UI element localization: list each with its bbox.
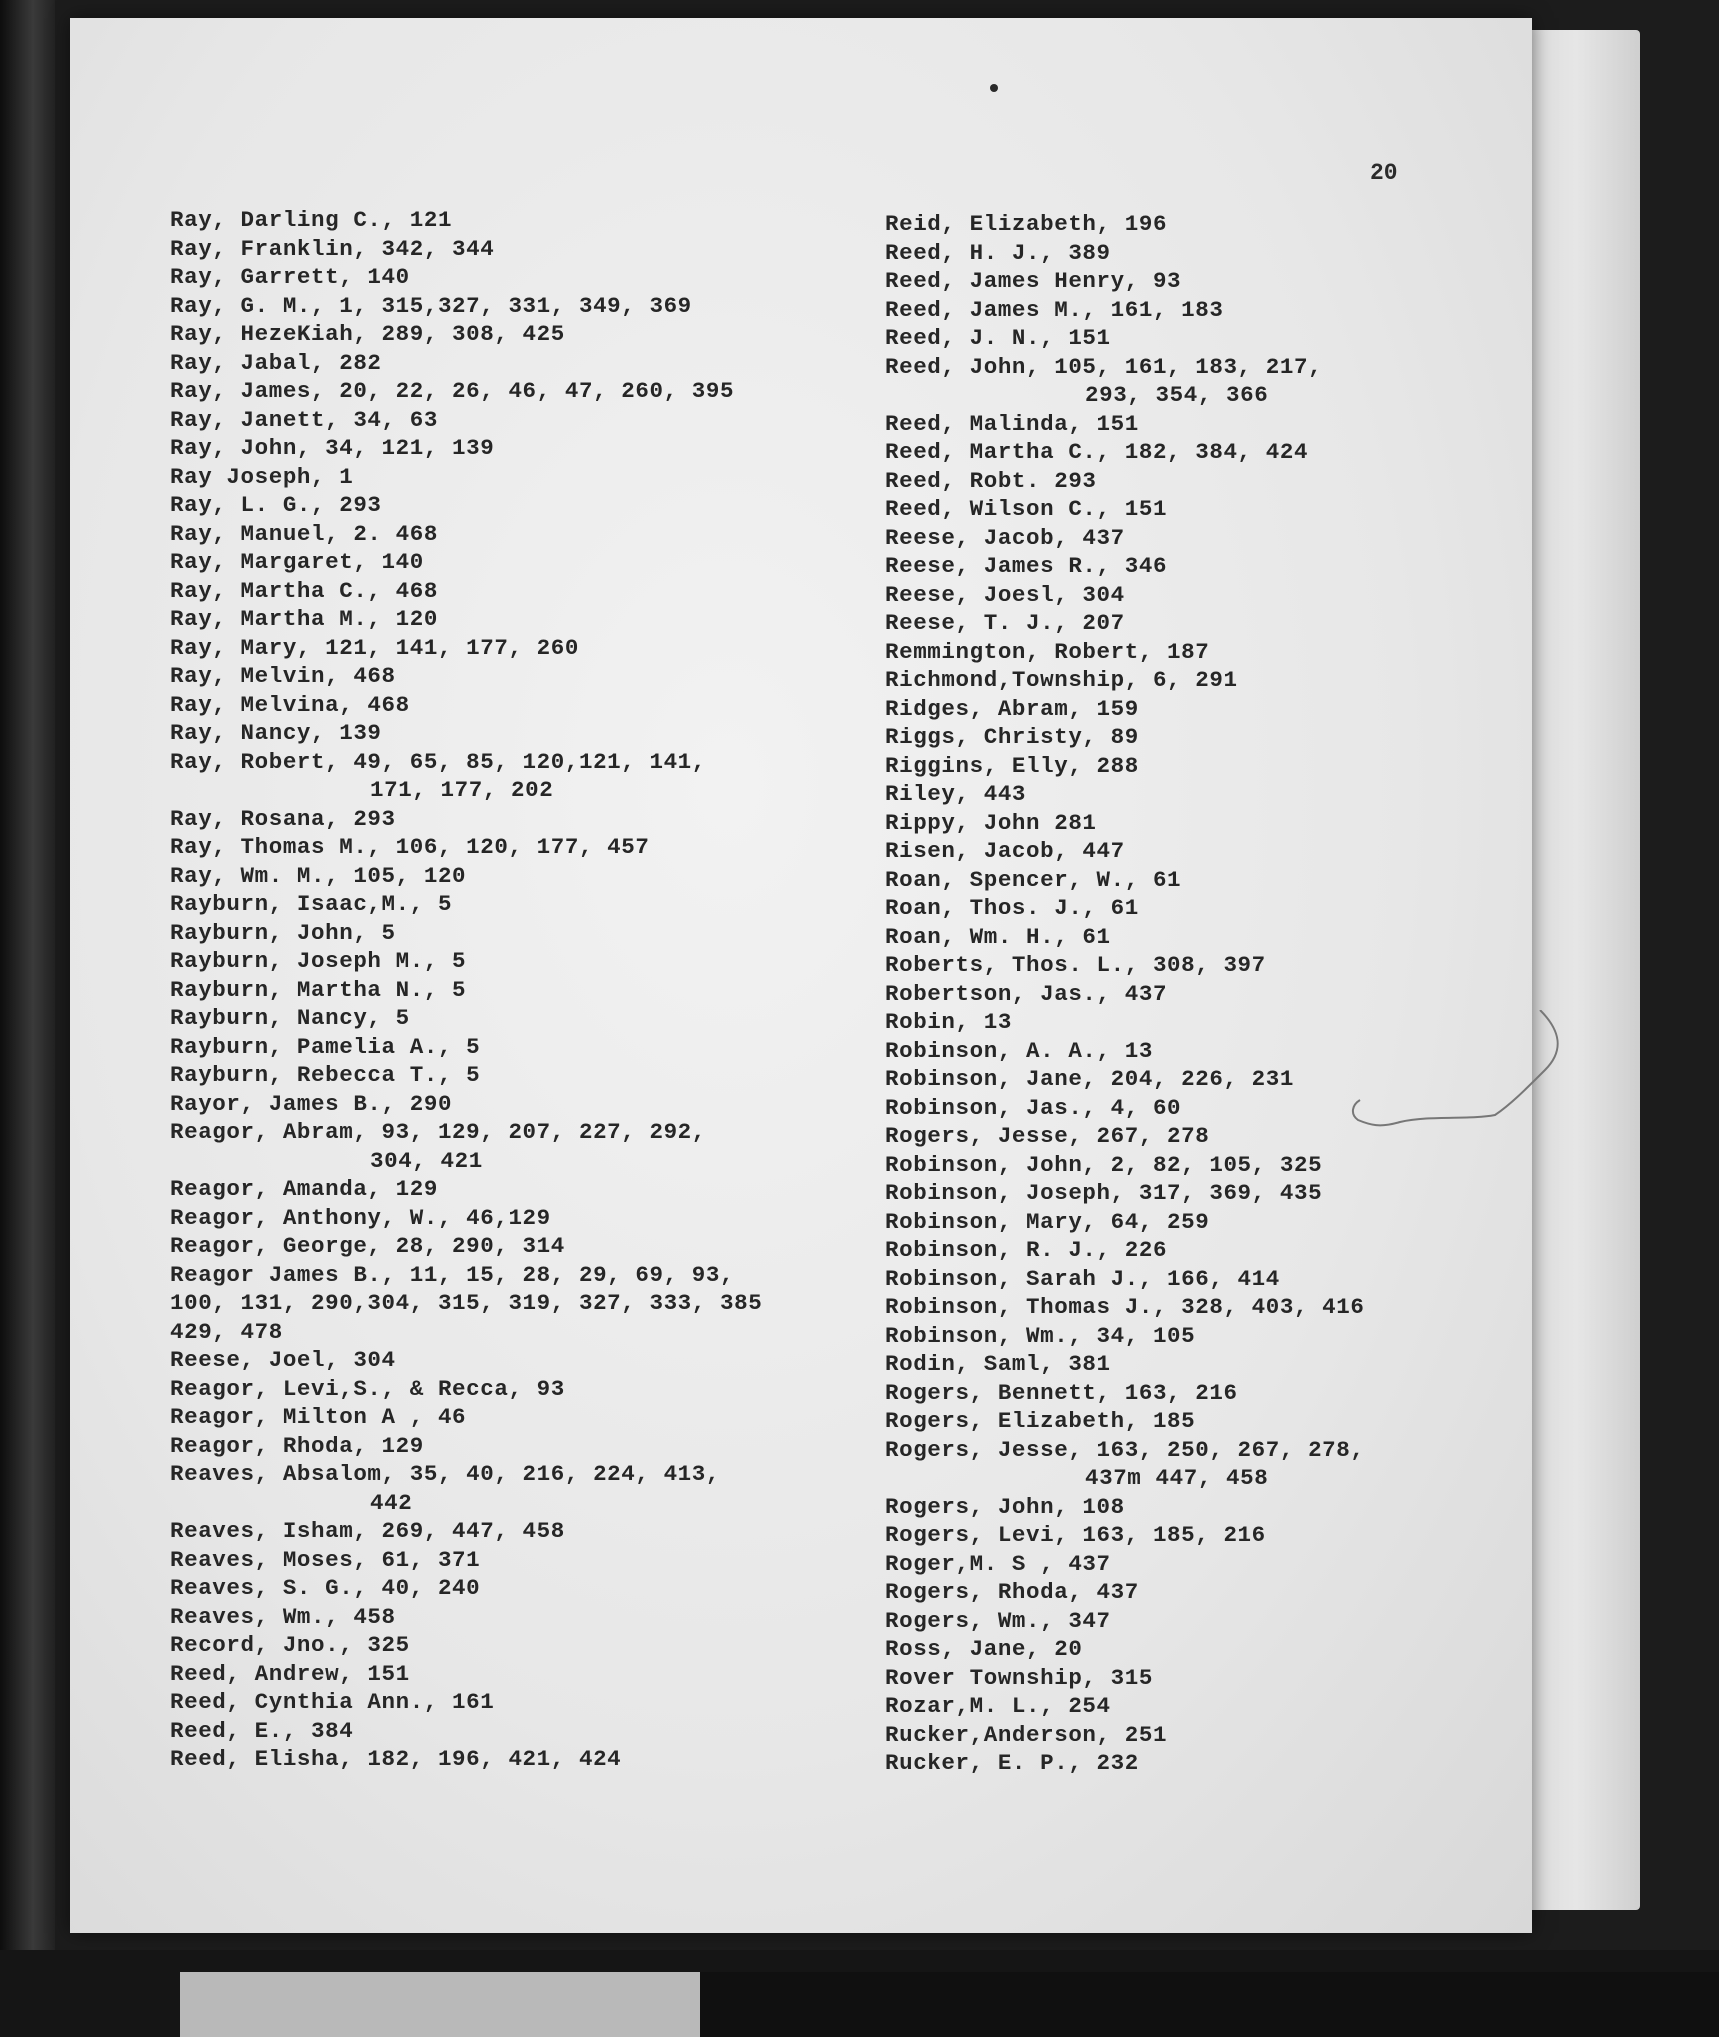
index-entry-text: Ray, Franklin, 342, 344: [170, 235, 495, 262]
index-entry-text: Reese, Joesl, 304: [885, 581, 1125, 608]
index-entry-text: Reed, Andrew, 151: [170, 1660, 410, 1687]
index-entry: [170, 1574, 870, 1603]
index-entry-text: Rucker,Anderson, 251: [885, 1721, 1168, 1748]
index-entry-text: Robinson, R. J., 226: [885, 1237, 1168, 1263]
index-entry: [885, 524, 1485, 553]
index-entry-text: Reagor, Abram, 93, 129, 207, 227, 292,: [170, 1119, 706, 1145]
index-entry: [885, 780, 1485, 809]
index-entry-text: Reed, Malinda, 151: [885, 410, 1139, 437]
index-entry-text: Robinson, A. A., 13: [885, 1037, 1153, 1064]
index-entry: [885, 1721, 1485, 1750]
index-entry: [170, 548, 870, 577]
index-entry: [170, 320, 870, 349]
index-entry-text: Rogers, Levi, 163, 185, 216: [885, 1522, 1266, 1548]
index-entry: [170, 691, 870, 720]
stray-thread: [1310, 1010, 1570, 1160]
index-entry: [885, 1179, 1485, 1208]
index-entry: [170, 976, 870, 1005]
index-entry: [170, 1660, 870, 1689]
index-entry-text: Reaves, Absalom, 35, 40, 216, 224, 413,: [170, 1461, 720, 1487]
index-entry-text: Rippy, John 281: [885, 809, 1097, 836]
index-entry: [885, 1493, 1485, 1522]
index-entry-text: Rayburn, Nancy, 5: [170, 1005, 410, 1031]
index-entry-text: Ray, James, 20, 22, 26, 46, 47, 260, 395: [170, 378, 735, 404]
index-entry: [885, 353, 1485, 410]
index-entry: [170, 947, 870, 976]
index-entry-text: Robin, 13: [885, 1009, 1012, 1035]
index-entry-text: Roberts, Thos. L., 308, 397: [885, 952, 1266, 978]
index-entry: [170, 1375, 870, 1404]
index-entry-text: Ray, Margaret, 140: [170, 549, 424, 575]
index-entry: [885, 1350, 1485, 1379]
index-entry-text: Rogers, Bennett, 163, 216: [885, 1379, 1238, 1406]
index-entry-text: Reed, Martha C., 182, 384, 424: [885, 439, 1309, 465]
index-entry: [170, 1745, 870, 1774]
index-entry: [885, 410, 1485, 439]
index-entry: [170, 1717, 870, 1746]
index-entry: [170, 434, 870, 463]
index-entry: [885, 951, 1485, 980]
index-entry-text: Ray, Mary, 121, 141, 177, 260: [170, 634, 579, 661]
index-entry-text: Reagor, Milton A , 46: [170, 1404, 467, 1430]
index-entry-text: Ray, G. M., 1, 315,327, 331, 349, 369: [170, 292, 692, 319]
index-entry: [170, 1546, 870, 1575]
index-entry-continuation: 442: [370, 1489, 413, 1516]
index-entry: [885, 666, 1485, 695]
index-entry-text: Ray, John, 34, 121, 139: [170, 435, 495, 461]
index-entry-text: Reed, Elisha, 182, 196, 421, 424: [170, 1746, 622, 1772]
index-entry: [885, 1578, 1485, 1607]
index-entry-text: Remmington, Robert, 187: [885, 638, 1210, 665]
index-entry-text: Reid, Elizabeth, 196: [885, 211, 1168, 237]
index-entry: [885, 296, 1485, 325]
index-entry-text: 429, 478: [170, 1318, 283, 1345]
index-entry: [885, 752, 1485, 781]
index-entry-text: Robinson, Jane, 204, 226, 231: [885, 1066, 1294, 1092]
index-entry: [885, 638, 1485, 667]
index-entry: [885, 1692, 1485, 1721]
index-entry: [170, 377, 870, 406]
index-entry-text: Rayor, James B., 290: [170, 1090, 453, 1117]
index-entry-text: Ray, Nancy, 139: [170, 720, 382, 746]
index-entry-text: Ray, Garrett, 140: [170, 264, 410, 290]
index-entry-text: Robinson, Mary, 64, 259: [885, 1208, 1210, 1235]
index-entry-text: Reaves, Moses, 61, 371: [170, 1546, 481, 1573]
index-entry-text: Reagor James B., 11, 15, 28, 29, 69, 93,: [170, 1261, 735, 1288]
index-entry: [170, 1033, 870, 1062]
index-entry-text: Robinson, Joseph, 317, 369, 435: [885, 1180, 1323, 1206]
index-entry-text: Reed, Cynthia Ann., 161: [170, 1689, 495, 1715]
index-entry: [170, 292, 870, 321]
index-entry-text: Ray, Martha C., 468: [170, 577, 438, 604]
index-entry-text: Ray, HezeKiah, 289, 308, 425: [170, 321, 565, 347]
index-entry: [885, 1322, 1485, 1351]
index-entry: [885, 1550, 1485, 1579]
index-entry-text: 100, 131, 290,304, 315, 319, 327, 333, 385: [170, 1290, 763, 1316]
index-entry-text: Rodin, Saml, 381: [885, 1351, 1111, 1377]
index-column-left: [170, 206, 870, 1774]
index-entry: [170, 833, 870, 862]
index-entry-text: Reagor, George, 28, 290, 314: [170, 1233, 565, 1259]
index-entry-text: Reaves, S. G., 40, 240: [170, 1575, 481, 1601]
index-entry: [170, 1688, 870, 1717]
index-entry-text: Robertson, Jas., 437: [885, 980, 1168, 1007]
index-entry: [885, 923, 1485, 952]
index-entry-text: Robinson, Wm., 34, 105: [885, 1322, 1196, 1349]
index-entry: [170, 577, 870, 606]
index-entry: [170, 349, 870, 378]
index-entry-text: Robinson, John, 2, 82, 105, 325: [885, 1151, 1323, 1178]
index-entry-continuation: 437m 447, 458: [1085, 1465, 1269, 1491]
index-column-right: [885, 210, 1485, 1778]
index-entry-text: Ray, Manuel, 2. 468: [170, 520, 438, 547]
index-entry: [170, 406, 870, 435]
index-entry-text: Rogers, Jesse, 267, 278: [885, 1123, 1210, 1149]
index-entry-text: Reese, Jacob, 437: [885, 524, 1125, 551]
index-entry: [885, 1436, 1485, 1493]
page-number: 20: [1370, 160, 1398, 186]
index-entry: [170, 206, 870, 235]
index-entry: [170, 1175, 870, 1204]
index-entry-text: Roan, Thos. J., 61: [885, 895, 1139, 921]
index-entry: [170, 862, 870, 891]
index-entry: [170, 634, 870, 663]
index-entry-text: Rover Township, 315: [885, 1664, 1153, 1691]
index-entry: [885, 866, 1485, 895]
index-entry-text: Ray, Rosana, 293: [170, 805, 396, 832]
index-entry: [170, 1289, 870, 1318]
index-entry-text: Reed, Wilson C., 151: [885, 496, 1168, 522]
index-entry: [170, 235, 870, 264]
index-entry: [170, 1403, 870, 1432]
index-entry-text: Rogers, Wm., 347: [885, 1607, 1111, 1634]
index-entry-text: Rozar,M. L., 254: [885, 1693, 1111, 1719]
index-entry: [885, 1749, 1485, 1778]
index-entry: [885, 980, 1485, 1009]
index-entry: [885, 1607, 1485, 1636]
index-entry: [885, 495, 1485, 524]
index-entry-text: Reagor, Rhoda, 129: [170, 1432, 424, 1459]
index-entry-text: Rayburn, Isaac,M., 5: [170, 891, 453, 917]
ink-speck: [990, 84, 998, 92]
index-entry: [885, 837, 1485, 866]
index-entry: [170, 1090, 870, 1119]
index-entry-text: Ray, Wm. M., 105, 120: [170, 862, 467, 889]
index-entry: [885, 438, 1485, 467]
index-entry: [885, 1208, 1485, 1237]
index-entry: [885, 809, 1485, 838]
index-entry-text: Rogers, Rhoda, 437: [885, 1579, 1139, 1605]
index-entry: [885, 609, 1485, 638]
index-entry-text: Reagor, Levi,S., & Recca, 93: [170, 1375, 565, 1402]
index-entry-text: Reed, E., 384: [170, 1717, 354, 1744]
index-entry: [170, 1346, 870, 1375]
index-entry-text: Reese, T. J., 207: [885, 610, 1125, 636]
scan-bottom-light-block: [180, 1972, 720, 2037]
index-entry-continuation: 293, 354, 366: [1085, 382, 1269, 408]
index-entry-text: Ray, Melvin, 468: [170, 663, 396, 689]
index-entry-text: Ridges, Abram, 159: [885, 695, 1139, 722]
index-entry-text: Reed, James M., 161, 183: [885, 296, 1224, 323]
index-entry-text: Ray, Darling C., 121: [170, 207, 453, 233]
index-entry: [170, 1603, 870, 1632]
index-entry: [885, 1265, 1485, 1294]
index-entry: [170, 1517, 870, 1546]
index-entry: [885, 1293, 1485, 1322]
index-entry: [885, 1521, 1485, 1550]
index-entry-text: Reed, Robt. 293: [885, 467, 1097, 494]
index-entry-text: Rayburn, John, 5: [170, 919, 396, 946]
index-entry: [885, 1664, 1485, 1693]
index-entry: [885, 1236, 1485, 1265]
index-entry: [170, 662, 870, 691]
index-entry: [885, 695, 1485, 724]
index-entry-text: Reed, H. J., 389: [885, 239, 1111, 266]
index-entry-text: Roger,M. S , 437: [885, 1550, 1111, 1577]
index-entry: [885, 1379, 1485, 1408]
index-entry-text: Rayburn, Rebecca T., 5: [170, 1062, 481, 1088]
index-entry-text: Rogers, John, 108: [885, 1493, 1125, 1520]
index-entry: [885, 894, 1485, 923]
index-entry: [170, 1432, 870, 1461]
index-entry: [170, 805, 870, 834]
index-entry-text: Risen, Jacob, 447: [885, 838, 1125, 864]
index-entry: [885, 267, 1485, 296]
index-entry: [885, 1407, 1485, 1436]
index-entry-text: Roan, Spencer, W., 61: [885, 866, 1182, 893]
index-entry-text: Reagor, Anthony, W., 46,129: [170, 1204, 551, 1231]
index-entry: [885, 723, 1485, 752]
index-entry-text: Robinson, Jas., 4, 60: [885, 1094, 1182, 1121]
index-entry-text: Riggins, Elly, 288: [885, 752, 1139, 779]
index-entry: [170, 263, 870, 292]
index-entry-text: Riley, 443: [885, 781, 1027, 807]
index-entry-text: Ray, Janett, 34, 63: [170, 406, 438, 433]
index-entry-text: Reagor, Amanda, 129: [170, 1176, 438, 1202]
index-entry-text: Robinson, Sarah J., 166, 414: [885, 1265, 1280, 1292]
index-entry: [170, 520, 870, 549]
index-entry: [885, 467, 1485, 496]
index-entry: [170, 1061, 870, 1090]
index-entry-text: Riggs, Christy, 89: [885, 724, 1139, 750]
index-entry: [170, 1261, 870, 1290]
index-entry-text: Rucker, E. P., 232: [885, 1750, 1139, 1776]
index-entry-text: Ray Joseph, 1: [170, 463, 354, 490]
index-entry-continuation: 304, 421: [370, 1147, 483, 1174]
index-entry: [885, 1635, 1485, 1664]
index-entry: [170, 919, 870, 948]
index-entry: [170, 1232, 870, 1261]
index-entry-text: Ray, Martha M., 120: [170, 606, 438, 632]
index-entry-text: Roan, Wm. H., 61: [885, 923, 1111, 950]
index-entry: [170, 463, 870, 492]
index-entry: [170, 1631, 870, 1660]
index-entry: [170, 748, 870, 805]
index-entry: [170, 719, 870, 748]
index-entry: [170, 890, 870, 919]
index-entry-text: Reaves, Wm., 458: [170, 1603, 396, 1630]
index-entry: [885, 552, 1485, 581]
index-entry-text: Richmond,Township, 6, 291: [885, 667, 1238, 693]
index-entry-text: Ross, Jane, 20: [885, 1636, 1083, 1662]
index-entry: [170, 1204, 870, 1233]
index-entry: [170, 1318, 870, 1347]
index-entry-text: Rogers, Elizabeth, 185: [885, 1408, 1196, 1434]
index-entry: [885, 324, 1485, 353]
index-entry-text: Ray, Melvina, 468: [170, 691, 410, 718]
index-entry: [885, 581, 1485, 610]
index-entry-text: Ray, Thomas M., 106, 120, 177, 457: [170, 834, 650, 860]
index-entry-continuation: 171, 177, 202: [370, 777, 554, 803]
index-entry-text: Rogers, Jesse, 163, 250, 267, 278,: [885, 1436, 1365, 1463]
index-entry-text: Rayburn, Martha N., 5: [170, 976, 467, 1003]
index-entry-text: Reese, Joel, 304: [170, 1347, 396, 1373]
index-entry: [885, 239, 1485, 268]
index-entry: [170, 491, 870, 520]
index-entry-text: Rayburn, Joseph M., 5: [170, 948, 467, 974]
index-entry: [885, 210, 1485, 239]
index-entry-text: Reese, James R., 346: [885, 553, 1168, 579]
scan-bottom-dark-block: [700, 1972, 1719, 2037]
index-entry-text: Reed, John, 105, 161, 183, 217,: [885, 353, 1323, 380]
index-entry: [170, 1004, 870, 1033]
index-entry-text: Reaves, Isham, 269, 447, 458: [170, 1518, 565, 1544]
index-entry-text: Ray, L. G., 293: [170, 492, 382, 518]
book-spine-edge: [0, 0, 55, 2037]
index-entry-text: Ray, Robert, 49, 65, 85, 120,121, 141,: [170, 748, 706, 775]
index-entry: [170, 605, 870, 634]
index-entry-text: Reed, J. N., 151: [885, 325, 1111, 351]
index-entry-text: Ray, Jabal, 282: [170, 349, 382, 376]
index-entry-text: Rayburn, Pamelia A., 5: [170, 1033, 481, 1060]
index-entry-text: Reed, James Henry, 93: [885, 268, 1182, 294]
index-entry-text: Robinson, Thomas J., 328, 403, 416: [885, 1294, 1365, 1320]
index-entry: [170, 1118, 870, 1175]
index-entry-text: Record, Jno., 325: [170, 1632, 410, 1658]
index-entry: [170, 1460, 870, 1517]
